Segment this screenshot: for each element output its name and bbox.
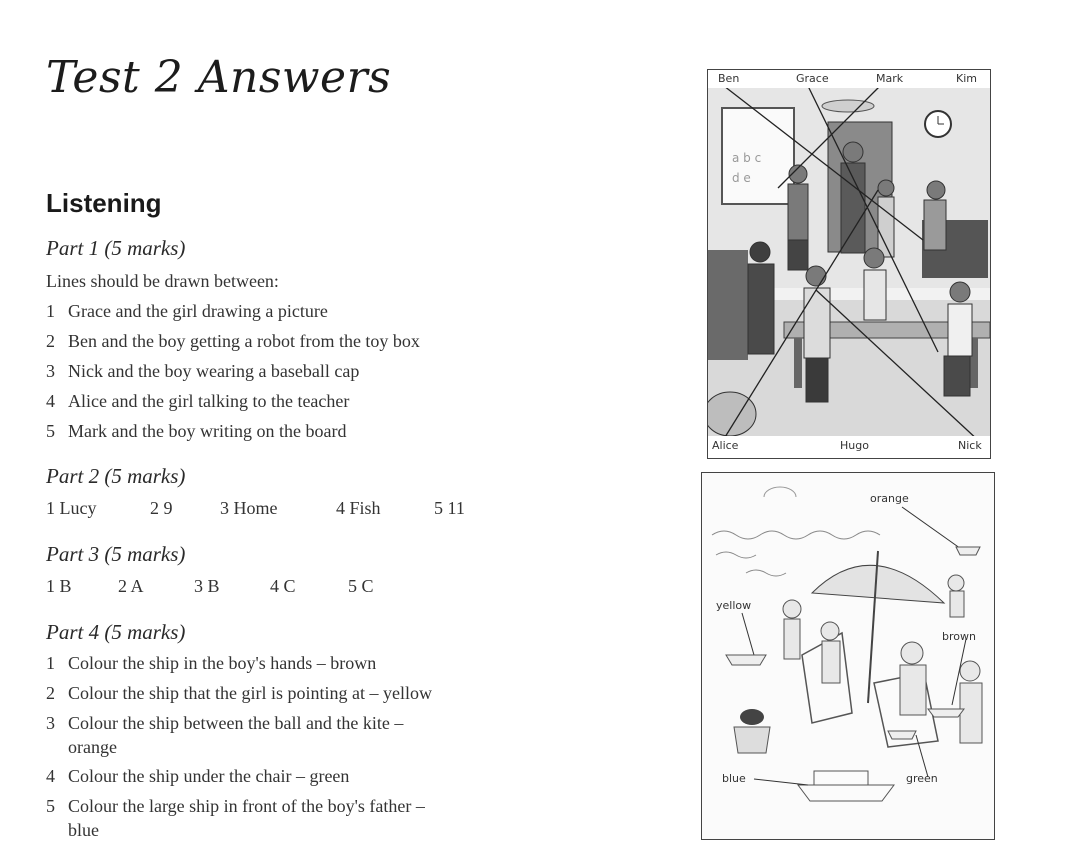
part2-heading: Part 2 (5 marks)	[46, 464, 186, 488]
answer: 4 C	[270, 576, 296, 596]
answer: 5 C	[348, 576, 374, 596]
item-text: Colour the ship in the boy's hands – brown	[68, 653, 377, 673]
label-orange: orange	[870, 492, 909, 505]
board-text: a b c	[732, 151, 762, 165]
item-number: 3	[46, 361, 55, 381]
label-green: green	[906, 772, 938, 785]
answer: 1 Lucy	[46, 498, 97, 518]
part3-heading: Part 3 (5 marks)	[46, 542, 186, 566]
item-number: 2	[46, 683, 55, 703]
item-number: 4	[46, 391, 55, 411]
list-item	[46, 683, 432, 704]
item-text: Nick and the boy wearing a baseball cap	[68, 361, 360, 381]
item-number: 1	[46, 653, 55, 673]
item-text: Alice and the girl talking to the teacher	[68, 391, 350, 411]
item-continuation: blue	[68, 820, 99, 840]
list-item	[46, 421, 346, 442]
label-mark: Mark	[876, 72, 904, 85]
list-item	[46, 766, 349, 787]
answer: 3 B	[194, 576, 220, 596]
item-number: 1	[46, 301, 55, 321]
list-item	[46, 301, 328, 322]
item-number: 4	[46, 766, 55, 786]
classroom-picture	[707, 69, 991, 459]
label-ben: Ben	[718, 72, 740, 85]
list-item	[46, 361, 359, 382]
item-number: 2	[46, 331, 55, 351]
label-grace: Grace	[796, 72, 829, 85]
board-text: d e	[732, 171, 751, 185]
list-item	[46, 713, 403, 734]
item-text: Mark and the boy writing on the board	[68, 421, 347, 441]
item-number: 5	[46, 796, 55, 816]
page-title: Test 2 Answers	[46, 52, 392, 103]
part1-heading: Part 1 (5 marks)	[46, 236, 186, 260]
label-blue: blue	[722, 772, 746, 785]
answer: 4 Fish	[336, 498, 381, 518]
classroom-illustration	[708, 70, 990, 458]
item-number: 5	[46, 421, 55, 441]
answer: 2 A	[118, 576, 144, 596]
label-kim: Kim	[956, 72, 977, 85]
label-hugo: Hugo	[840, 439, 869, 452]
part4-heading: Part 4 (5 marks)	[46, 620, 186, 644]
item-text: Colour the ship that the girl is pointing at – yellow	[68, 683, 432, 703]
section-heading: Listening	[46, 188, 162, 218]
label-alice: Alice	[712, 439, 739, 452]
part2-answers	[46, 498, 465, 519]
item-text: Ben and the boy getting a robot from the toy box	[68, 331, 420, 351]
item-text: Colour the ship between the ball and the kite –	[68, 713, 404, 733]
beach-picture	[701, 472, 995, 840]
list-item	[46, 331, 420, 352]
part3-answers	[46, 576, 374, 597]
item-number: 3	[46, 713, 55, 733]
list-item	[46, 653, 376, 674]
label-yellow: yellow	[716, 599, 752, 612]
item-continuation: orange	[68, 737, 117, 757]
label-nick: Nick	[958, 439, 982, 452]
answer: 2 9	[150, 498, 173, 518]
label-brown: brown	[942, 630, 976, 643]
item-text: Colour the ship under the chair – green	[68, 766, 350, 786]
item-text: Grace and the girl drawing a picture	[68, 301, 328, 321]
answer: 1 B	[46, 576, 72, 596]
part1-intro: Lines should be drawn between:	[46, 271, 279, 291]
item-text: Colour the large ship in front of the boy's father –	[68, 796, 425, 816]
list-item	[46, 391, 349, 412]
answer: 3 Home	[220, 498, 278, 518]
answer: 5 11	[434, 498, 465, 518]
list-item	[46, 796, 425, 817]
